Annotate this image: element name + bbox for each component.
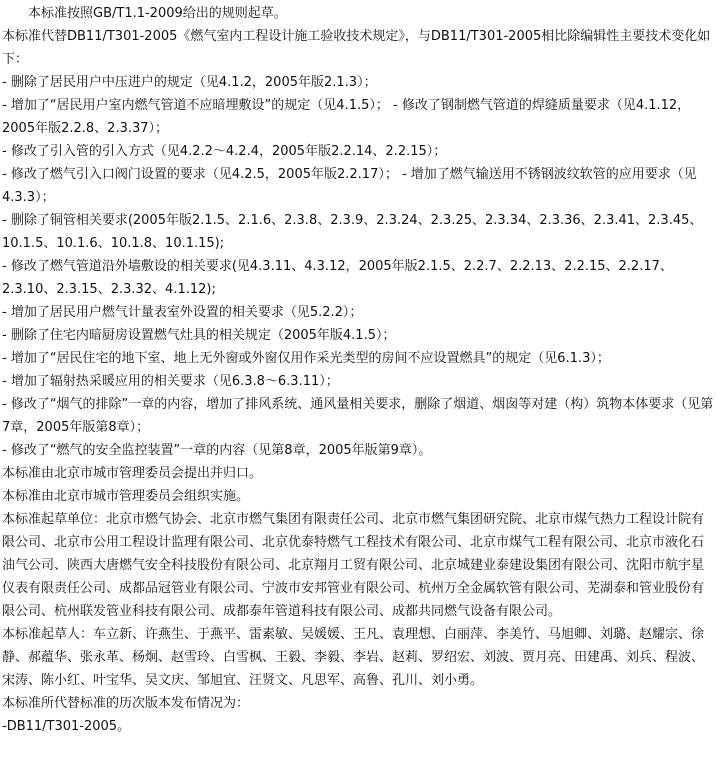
history-item: -DB11/T301-2005。: [2, 719, 131, 734]
change-item: - 增加了辐射热采暖应用的相关要求（见6.3.8～6.3.11）；: [2, 374, 339, 389]
change-item: - 删除了铜管相关要求(2005年版2.1.5、2.1.6、2.3.8、2.3.9、2.3.24、2.3.25、2.3.34、2.3.36、2.3.41、2.3.45、10.1.5、10.1.6、10.1.8、10.1.15);: [2, 213, 703, 251]
proposer-paragraph: 本标准由北京市城市管理委员会提出并归口。: [2, 466, 263, 481]
change-item: - 增加了居民用户燃气计量表室外设置的相关要求（见5.2.2）；: [2, 305, 363, 320]
change-item: - 修改了燃气管道沿外墙敷设的相关要求(见4.3.11、4.3.12，2005年版2.1.5、2.2.7、2.2.13、2.2.15、2.2.17、2.3.10、2.3.15、2.3.32、4.1.12);: [2, 259, 673, 297]
change-item: - 修改了“烟气的排除”一章的内容，增加了排风系统、通风量相关要求，删除了烟道、烟囱等对建（构）筑物本体要求（见第7章，2005年版第8章）；: [2, 397, 714, 435]
history-heading-paragraph: 本标准所代替标准的历次版本发布情况为：: [2, 696, 250, 711]
replacement-statement-paragraph: 本标准代替DB11/T301-2005《燃气室内工程设计施工验收技术规定》，与DB11/T301-2005相比除编辑性主要技术变化如下：: [2, 29, 711, 67]
change-item: - 修改了“燃气的安全监控装置”一章的内容（见第8章，2005年版第9章）。: [2, 443, 432, 458]
change-item: - 修改了引入管的引入方式（见4.2.2～4.2.4，2005年版2.2.14、2.2.15）；: [2, 144, 447, 159]
change-item: - 增加了“居民住宅的地下室、地上无外窗或外窗仅用作采光类型的房间不应设置燃具”的规定（见6.1.3）；: [2, 351, 610, 366]
change-item: - 修改了燃气引入口阀门设置的要求（见4.2.5，2005年版2.2.17）； - 增加了燃气输送用不锈钢波纹软管的应用要求（见4.3.3）；: [2, 167, 697, 205]
change-item: - 删除了住宅内暗厨房设置燃气灶具的相关规定（2005年版4.1.5）；: [2, 328, 396, 343]
change-item: - 删除了居民用户中压进户的规定（见4.1.2，2005年版2.1.3）；: [2, 75, 377, 90]
drafters-paragraph: 本标准起草人：车立新、许燕生、于燕平、雷素敏、吴媛媛、王凡、袁理想、白丽萍、李美竹、马旭卿、刘璐、赵耀宗、徐静、郝蕴华、张永革、杨炯、赵雪玲、白雪枫、王毅、李毅、李岩、赵莉、罗绍宏、刘波、贾月亮、田建禹、刘兵、程波、宋涛、陈小红、叶宝华、吴文庆、邹旭宜、汪贤文、凡思军、高鲁、孔川、刘小勇。: [2, 627, 705, 688]
change-item: - 增加了“居民用户室内燃气管道不应暗埋敷设”的规定（见4.1.5）； - 修改了钢制燃气管道的焊缝质量要求（见4.1.12，2005年版2.2.8、2.3.37）；: [2, 98, 691, 136]
drafting-units-paragraph: 本标准起草单位：北京市燃气协会、北京市燃气集团有限责任公司、北京市燃气集团研究院、北京市煤气热力工程设计院有限公司、北京市公用工程设计监理有限公司、北京优泰特燃气工程技术有限公司、北京市煤气工程有限公司、北京市液化石油气公司、陕西大唐燃气安全科技股份有限公司、北京翔月工贸有限公司、北京城建业泰建设集团有限公司、沈阳市航宇星仪表有限责任公司、成都品冠管业有限公司、宁波市安邦管业有限公司、杭州万全金属软管有限公司、芜湖泰和管业股份有限公司、杭州联发管业科技有限公司、成都泰年管道科技有限公司、成都共同燃气设备有限公司。: [2, 512, 705, 619]
implementer-paragraph: 本标准由北京市城市管理委员会组织实施。: [2, 489, 250, 504]
drafting-rule-paragraph: 本标准按照GB/T1.1-2009给出的规则起草。: [28, 6, 287, 21]
